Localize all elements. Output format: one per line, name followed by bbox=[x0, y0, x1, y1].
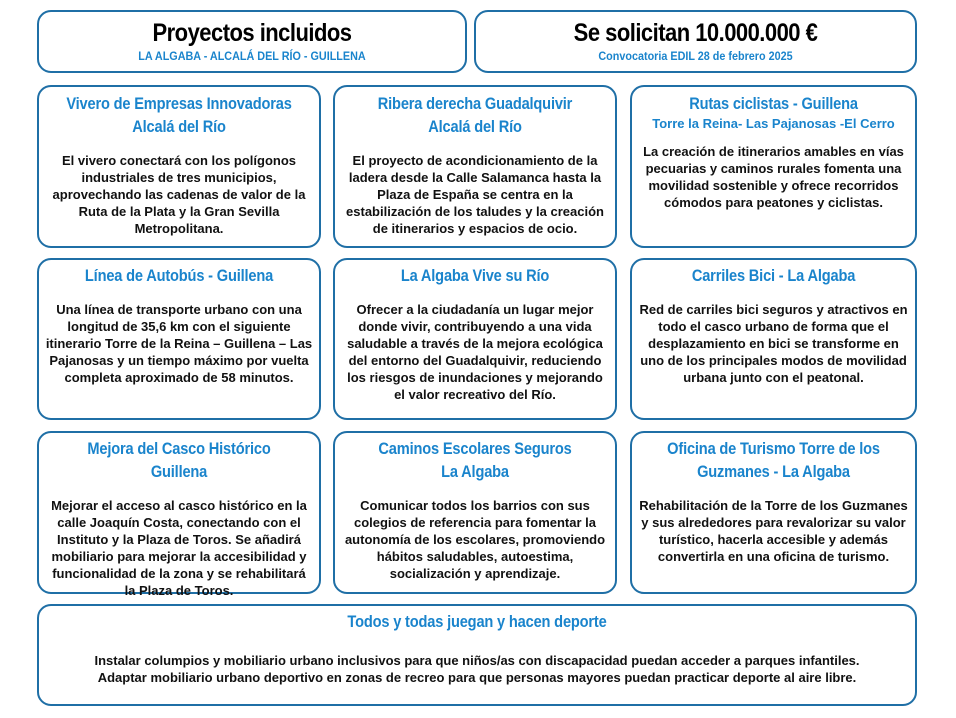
project-card bbox=[37, 85, 321, 248]
project-card bbox=[333, 258, 617, 420]
project-card bbox=[37, 258, 321, 420]
project-description: Mejorar el acceso al casco histórico en la calle Joaquín Costa, conectando con el Instituto y la Plaza de Toros. Se añadirá mobiliario para mejorar la accesibilidad y funcionalidad de la zona y se rehabilitará la Plaza de Toros. bbox=[51, 498, 307, 598]
project-card bbox=[630, 431, 917, 594]
footer-project-card bbox=[37, 604, 917, 706]
project-description: Rehabilitación de la Torre de los Guzmanes y sus alrededores para revalorizar su valor turístico, hacerla accesible y además convertirla en una oficina de turismo. bbox=[639, 498, 908, 564]
project-description: Comunicar todos los barrios con sus colegios de referencia para fomentar la autonomía de los escolares, promoviendo hábitos saludables, autoestima, socialización y aprendizaje. bbox=[344, 498, 606, 581]
project-description: El vivero conectará con los polígonos industriales de tres municipios, aprovechando las cadenas de valor de la Ruta de la Plata y la Gran Sevilla Metropolitana. bbox=[52, 153, 306, 236]
project-card bbox=[630, 85, 917, 248]
header-subtitle: LA ALGABA - ALCALÁ DEL RÍO - GUILLENA bbox=[138, 49, 366, 63]
requested-amount-title: Se solicitan 10.000.000 € bbox=[573, 19, 818, 47]
project-location: Alcalá del Río bbox=[428, 117, 522, 136]
project-card bbox=[37, 431, 321, 598]
project-location: La Algaba bbox=[441, 462, 509, 481]
project-description: La creación de itinerarios amables en vías pecuarias y caminos rurales fomenta una movilidad sostenible y ofrece recorridos cómodos para peatones y ciclistas. bbox=[643, 144, 904, 210]
project-subtitle: Torre la Reina- Las Pajanosas -El Cerro bbox=[652, 116, 895, 131]
call-subtitle: Convocatoria EDIL 28 de febrero 2025 bbox=[598, 49, 793, 63]
project-location: Guzmanes - La Algaba bbox=[697, 462, 850, 481]
project-description: Una línea de transporte urbano con una longitud de 35,6 km con el siguiente itinerario Torre de la Reina – Guillena – Las Pajanosas y un tiempo máximo por vuelta completa aproximado de 58 minutos. bbox=[45, 302, 313, 385]
header-request-box bbox=[474, 10, 917, 73]
project-description: Ofrecer a la ciudadanía un lugar mejor donde vivir, contribuyendo a una vida saludable a través de la mejora ecológica del entorno del Guadalquivir, reduciendo los riesgos de inundaciones y mejorando el valor recreativo del Río. bbox=[347, 302, 603, 402]
header-title: Proyectos incluidos bbox=[152, 19, 352, 47]
project-title: Carriles Bici - La Algaba bbox=[691, 266, 856, 285]
project-title: La Algaba Vive su Río bbox=[400, 266, 550, 285]
project-description: Red de carriles bici seguros y atractivos en todo el casco urbano de forma que el desplazamiento en bici se transforme en uno de los principales modos de movilidad urbana junto con el peatonal. bbox=[639, 302, 908, 385]
project-title: Oficina de Turismo Torre de los bbox=[667, 439, 880, 458]
project-card bbox=[333, 431, 617, 594]
footer-project-title: Todos y todas juegan y hacen deporte bbox=[347, 612, 607, 631]
project-title: Línea de Autobús - Guillena bbox=[84, 266, 274, 285]
project-description: El proyecto de acondicionamiento de la ladera desde la Calle Salamanca hasta la Plaza de España se centra en la estabilización de los taludes y la creación de itinerarios y espacios de ocio. bbox=[346, 153, 604, 236]
project-title: Vivero de Empresas Innovadoras bbox=[66, 94, 292, 113]
project-location: Alcalá del Río bbox=[132, 117, 226, 136]
project-card bbox=[333, 85, 617, 248]
project-card bbox=[630, 258, 917, 420]
footer-project-line-1: Instalar columpios y mobiliario urbano inclusivos para que niños/as con discapacidad puedan acceder a parques infantiles. bbox=[94, 653, 860, 668]
project-title: Caminos Escolares Seguros bbox=[378, 439, 572, 458]
project-title: Rutas ciclistas - Guillena bbox=[689, 94, 858, 113]
header-projects-box bbox=[37, 10, 467, 73]
project-title: Mejora del Casco Histórico Guillena bbox=[87, 439, 271, 481]
footer-project-line-2: Adaptar mobiliario urbano deportivo en zonas de recreo para que personas mayores puedan practicar deporte al aire libre. bbox=[97, 670, 857, 685]
project-title: Ribera derecha Guadalquivir bbox=[377, 94, 573, 113]
